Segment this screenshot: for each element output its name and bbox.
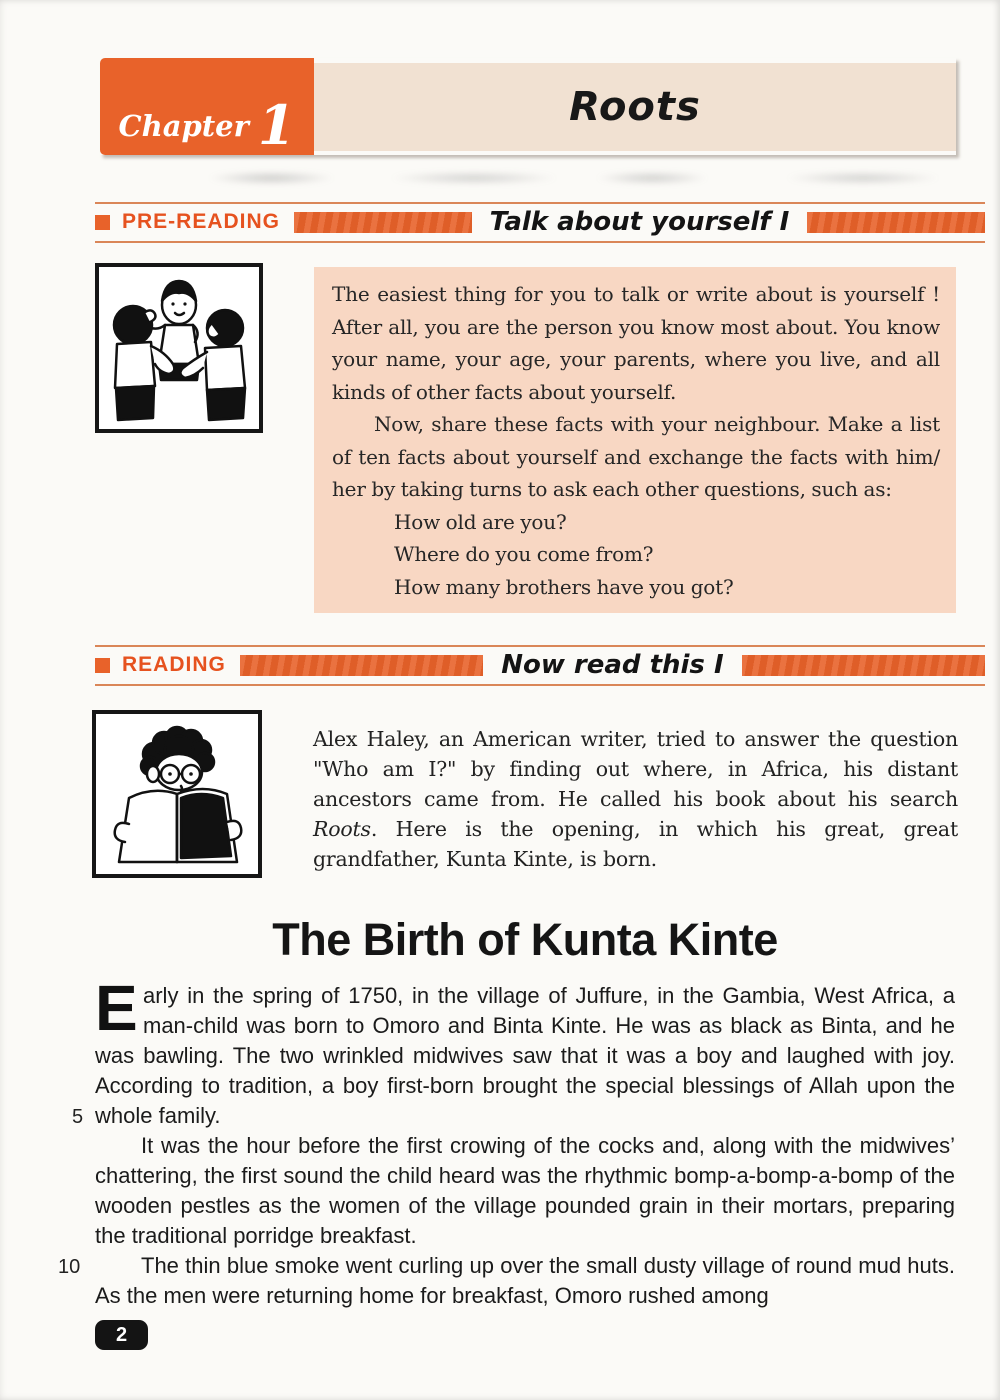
- pre-reading-band: [95, 202, 985, 243]
- band-rule-bottom: [95, 241, 985, 243]
- orange-square-icon: [95, 215, 110, 230]
- reading-illustration: [92, 710, 262, 878]
- story-paragraph-2: It was the hour before the first crowing of the cocks and, along with the midwives’ chattering, the first sound the child heard was the rhythmic bomp-a-bomp-a-bomp of the wooden pestles as the women of the village pounded grain in their mortars, preparing the traditional porridge breakfast.: [95, 1133, 955, 1248]
- chapter-label: Chapter: [118, 109, 249, 143]
- story-heading: The Birth of Kunta Kinte: [272, 914, 778, 965]
- book-title-roots: Roots: [313, 816, 371, 841]
- reading-title: Now read this I: [501, 650, 724, 680]
- pre-reading-paragraph-2: Now, share these facts with your neighbour. Make a list of ten facts about yourself and exchange the facts with him/ her by taking turns to ask each other questions, such as:: [332, 412, 940, 501]
- person-reading-book-drawing: [96, 714, 258, 874]
- three-boys-talking-drawing: [99, 267, 259, 429]
- band-rule-top: [95, 202, 985, 204]
- band-rule-bottom: [95, 684, 985, 686]
- orange-bar: [807, 212, 985, 233]
- pre-reading-label: PRE-READING: [122, 210, 281, 233]
- line-number-10: 10: [58, 1256, 81, 1278]
- story-paragraph-1: [95, 972, 955, 1131]
- band-rule-top: [95, 645, 985, 647]
- orange-bar: [742, 655, 985, 676]
- reading-label: READING: [122, 653, 226, 676]
- pre-reading-paragraph-1: The easiest thing for you to talk or write about is yourself ! After all, you are the person you know most about. You know your name, your age, your parents, where you live, and all kinds of other facts about yourself.: [332, 282, 940, 404]
- sample-question: How old are you?: [394, 509, 567, 534]
- intro-text: . Here is the opening, in which his great, great grandfather, Kunta Kinte, is born.: [313, 816, 958, 871]
- chapter-header: [100, 58, 956, 155]
- orange-square-icon: [95, 658, 110, 673]
- talking-illustration: [95, 263, 263, 433]
- intro-text: Alex Haley, an American writer, tried to answer the question "Who am I?" by finding out where, in Africa, his distant ancestors came from. He called his book about his search: [313, 726, 958, 811]
- chapter-tab: [100, 58, 314, 155]
- sample-question: How many brothers have you got?: [394, 574, 734, 599]
- pre-reading-text-box: [314, 267, 956, 613]
- chapter-title-bar: [314, 63, 956, 151]
- page-number-badge: 2: [95, 1320, 148, 1350]
- reading-band: [95, 645, 985, 686]
- band-row: [95, 652, 985, 678]
- dropcap-E: E: [95, 972, 138, 1044]
- reading-intro-paragraph: [313, 724, 958, 874]
- story-paragraph-3: The thin blue smoke went curling up over the small dusty village of round mud huts. As the men were returning home for breakfast, Omoro rushed among: [95, 1253, 955, 1308]
- sample-questions: [394, 506, 940, 604]
- sample-question: Where do you come from?: [394, 542, 654, 566]
- story-paragraph-1-text: arly in the spring of 1750, in the village of Juffure, in the Gambia, West Africa, a man-child was born to Omoro and Binta Kinte. He was as black as Binta, and he was bawling. The two wrinkled midwives saw that it was a boy and laughed with joy. According to tradition, a boy first-born brought the special blessings of Allah upon the whole family.: [95, 983, 955, 1128]
- scan-smudge: [150, 166, 960, 190]
- chapter-title: Roots: [569, 84, 701, 130]
- band-row: [95, 209, 985, 235]
- line-number-5: 5: [72, 1106, 84, 1128]
- pre-reading-title: Talk about yourself I: [489, 207, 790, 237]
- orange-bar: [294, 212, 472, 233]
- story-body: [95, 972, 955, 1311]
- orange-bar: [240, 655, 483, 676]
- chapter-number: 1: [257, 92, 296, 157]
